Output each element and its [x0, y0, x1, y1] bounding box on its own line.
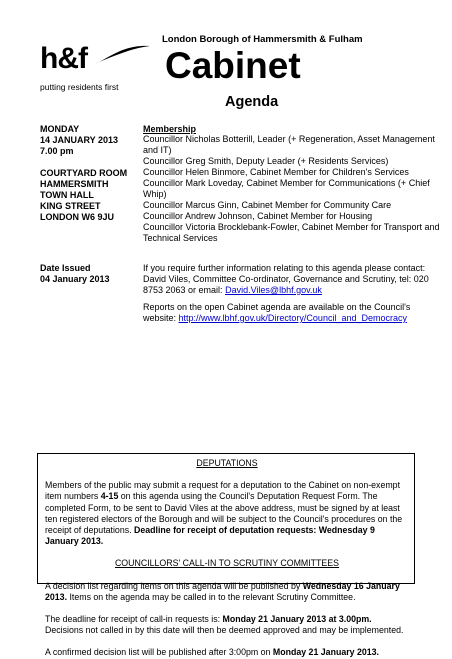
callin-publish-date: Wednesday 16 January 2013.	[45, 580, 400, 602]
member-item: Councillor Andrew Johnson, Cabinet Member for Housing	[143, 211, 373, 221]
meeting-details	[40, 124, 127, 223]
callin-heading: COUNCILLORS' CALL-IN TO SCRUTINY COMMITTEES	[114, 558, 340, 569]
website-link[interactable]: http://www.lbhf.gov.uk/Directory/Council_and_Democracy	[178, 313, 407, 323]
membership-heading: Membership	[143, 124, 197, 134]
venue-line: HAMMERSMITH	[40, 179, 109, 189]
membership-list	[143, 134, 443, 244]
meeting-day: MONDAY	[40, 124, 80, 134]
venue-line: KING STREET	[40, 201, 101, 211]
callin-text-1	[45, 581, 409, 603]
email-link[interactable]: David.Viles@lbhf.gov.uk	[225, 285, 322, 295]
page-title: Cabinet	[165, 45, 301, 86]
callin-deadline: Monday 21 January 2013 at 3.00pm.	[222, 614, 372, 625]
callin-text-part: Decisions not called in by this date will then be deemed approved and may be implemented.	[45, 625, 404, 636]
callin-text-2	[45, 614, 409, 636]
logo-text: h&f	[40, 42, 87, 75]
meeting-date: 14 JANUARY 2013	[40, 135, 119, 145]
reports-text: Reports on the open Cabinet agenda are available on the Council's website:	[143, 302, 411, 323]
logo-tagline: putting residents first	[40, 82, 119, 92]
callin-text-part: A decision list regarding items on this agenda will be published by	[45, 580, 303, 591]
venue-line: COURTYARD ROOM	[40, 168, 128, 178]
reports-info	[143, 302, 443, 324]
date-issued-value: 04 January 2013	[40, 274, 110, 284]
callin-text-part: Items on the agenda may be called in to the relevant Scrutiny Committee.	[67, 591, 356, 602]
member-item: Councillor Victoria Brocklebank-Fowler, Cabinet Member for Transport and Technical Services	[143, 222, 440, 243]
member-item: Councillor Helen Binmore, Cabinet Member for Children's Services	[143, 167, 409, 177]
page-subtitle: Agenda	[225, 94, 279, 110]
council-logo	[40, 40, 150, 100]
callin-text-3	[45, 647, 409, 658]
callin-text-part: A confirmed decision list will be published after 3:00pm on	[45, 647, 273, 658]
deputations-deadline: Deadline for receipt of deputation requests: Wednesday 9 January 2013.	[45, 525, 375, 547]
deputations-text	[45, 480, 409, 547]
logo-swoosh-icon	[92, 42, 152, 68]
meeting-time: 7.00 pm	[40, 146, 74, 156]
callin-confirmed-date: Monday 21 January 2013.	[272, 647, 379, 658]
borough-name: London Borough of Hammersmith & Fulham	[162, 34, 363, 45]
venue-line: TOWN HALL	[40, 190, 94, 200]
venue-line: LONDON W6 9JU	[40, 212, 115, 222]
member-item: Councillor Greg Smith, Deputy Leader (+ Residents Services)	[143, 156, 389, 166]
deputations-items: 4-15	[100, 491, 119, 502]
contact-info	[143, 263, 443, 296]
deputations-text-part: on this agenda using the Council's Deputation Request Form. The completed Form, to be sent to David Viles at the above address, must be signed by at least ten registered electors of the Borough and will be subject to the Council's procedures on the receipt of deputations.	[45, 491, 403, 536]
member-item: Councillor Mark Loveday, Cabinet Member for Communications (+ Chief Whip)	[143, 178, 430, 199]
deputations-heading: DEPUTATIONS	[196, 458, 258, 468]
contact-text: If you require further information relating to this agenda please contact: David Viles, Committee Co-ordinator, Governance and Scrutiny, tel: 020 8753 2063 or email:	[143, 263, 429, 295]
notice-box	[37, 453, 415, 658]
callin-text-part: The deadline for receipt of call-in requests is:	[45, 614, 223, 625]
date-issued-block	[40, 263, 110, 285]
deputations-text-part: Members of the public may submit a request for a deputation to the Cabinet on non-exempt item numbers	[45, 480, 401, 502]
member-item: Councillor Marcus Ginn, Cabinet Member for Community Care	[143, 200, 392, 210]
date-issued-label: Date Issued	[40, 263, 91, 273]
member-item: Councillor Nicholas Botterill, Leader (+ Regeneration, Asset Management and IT)	[143, 134, 435, 155]
